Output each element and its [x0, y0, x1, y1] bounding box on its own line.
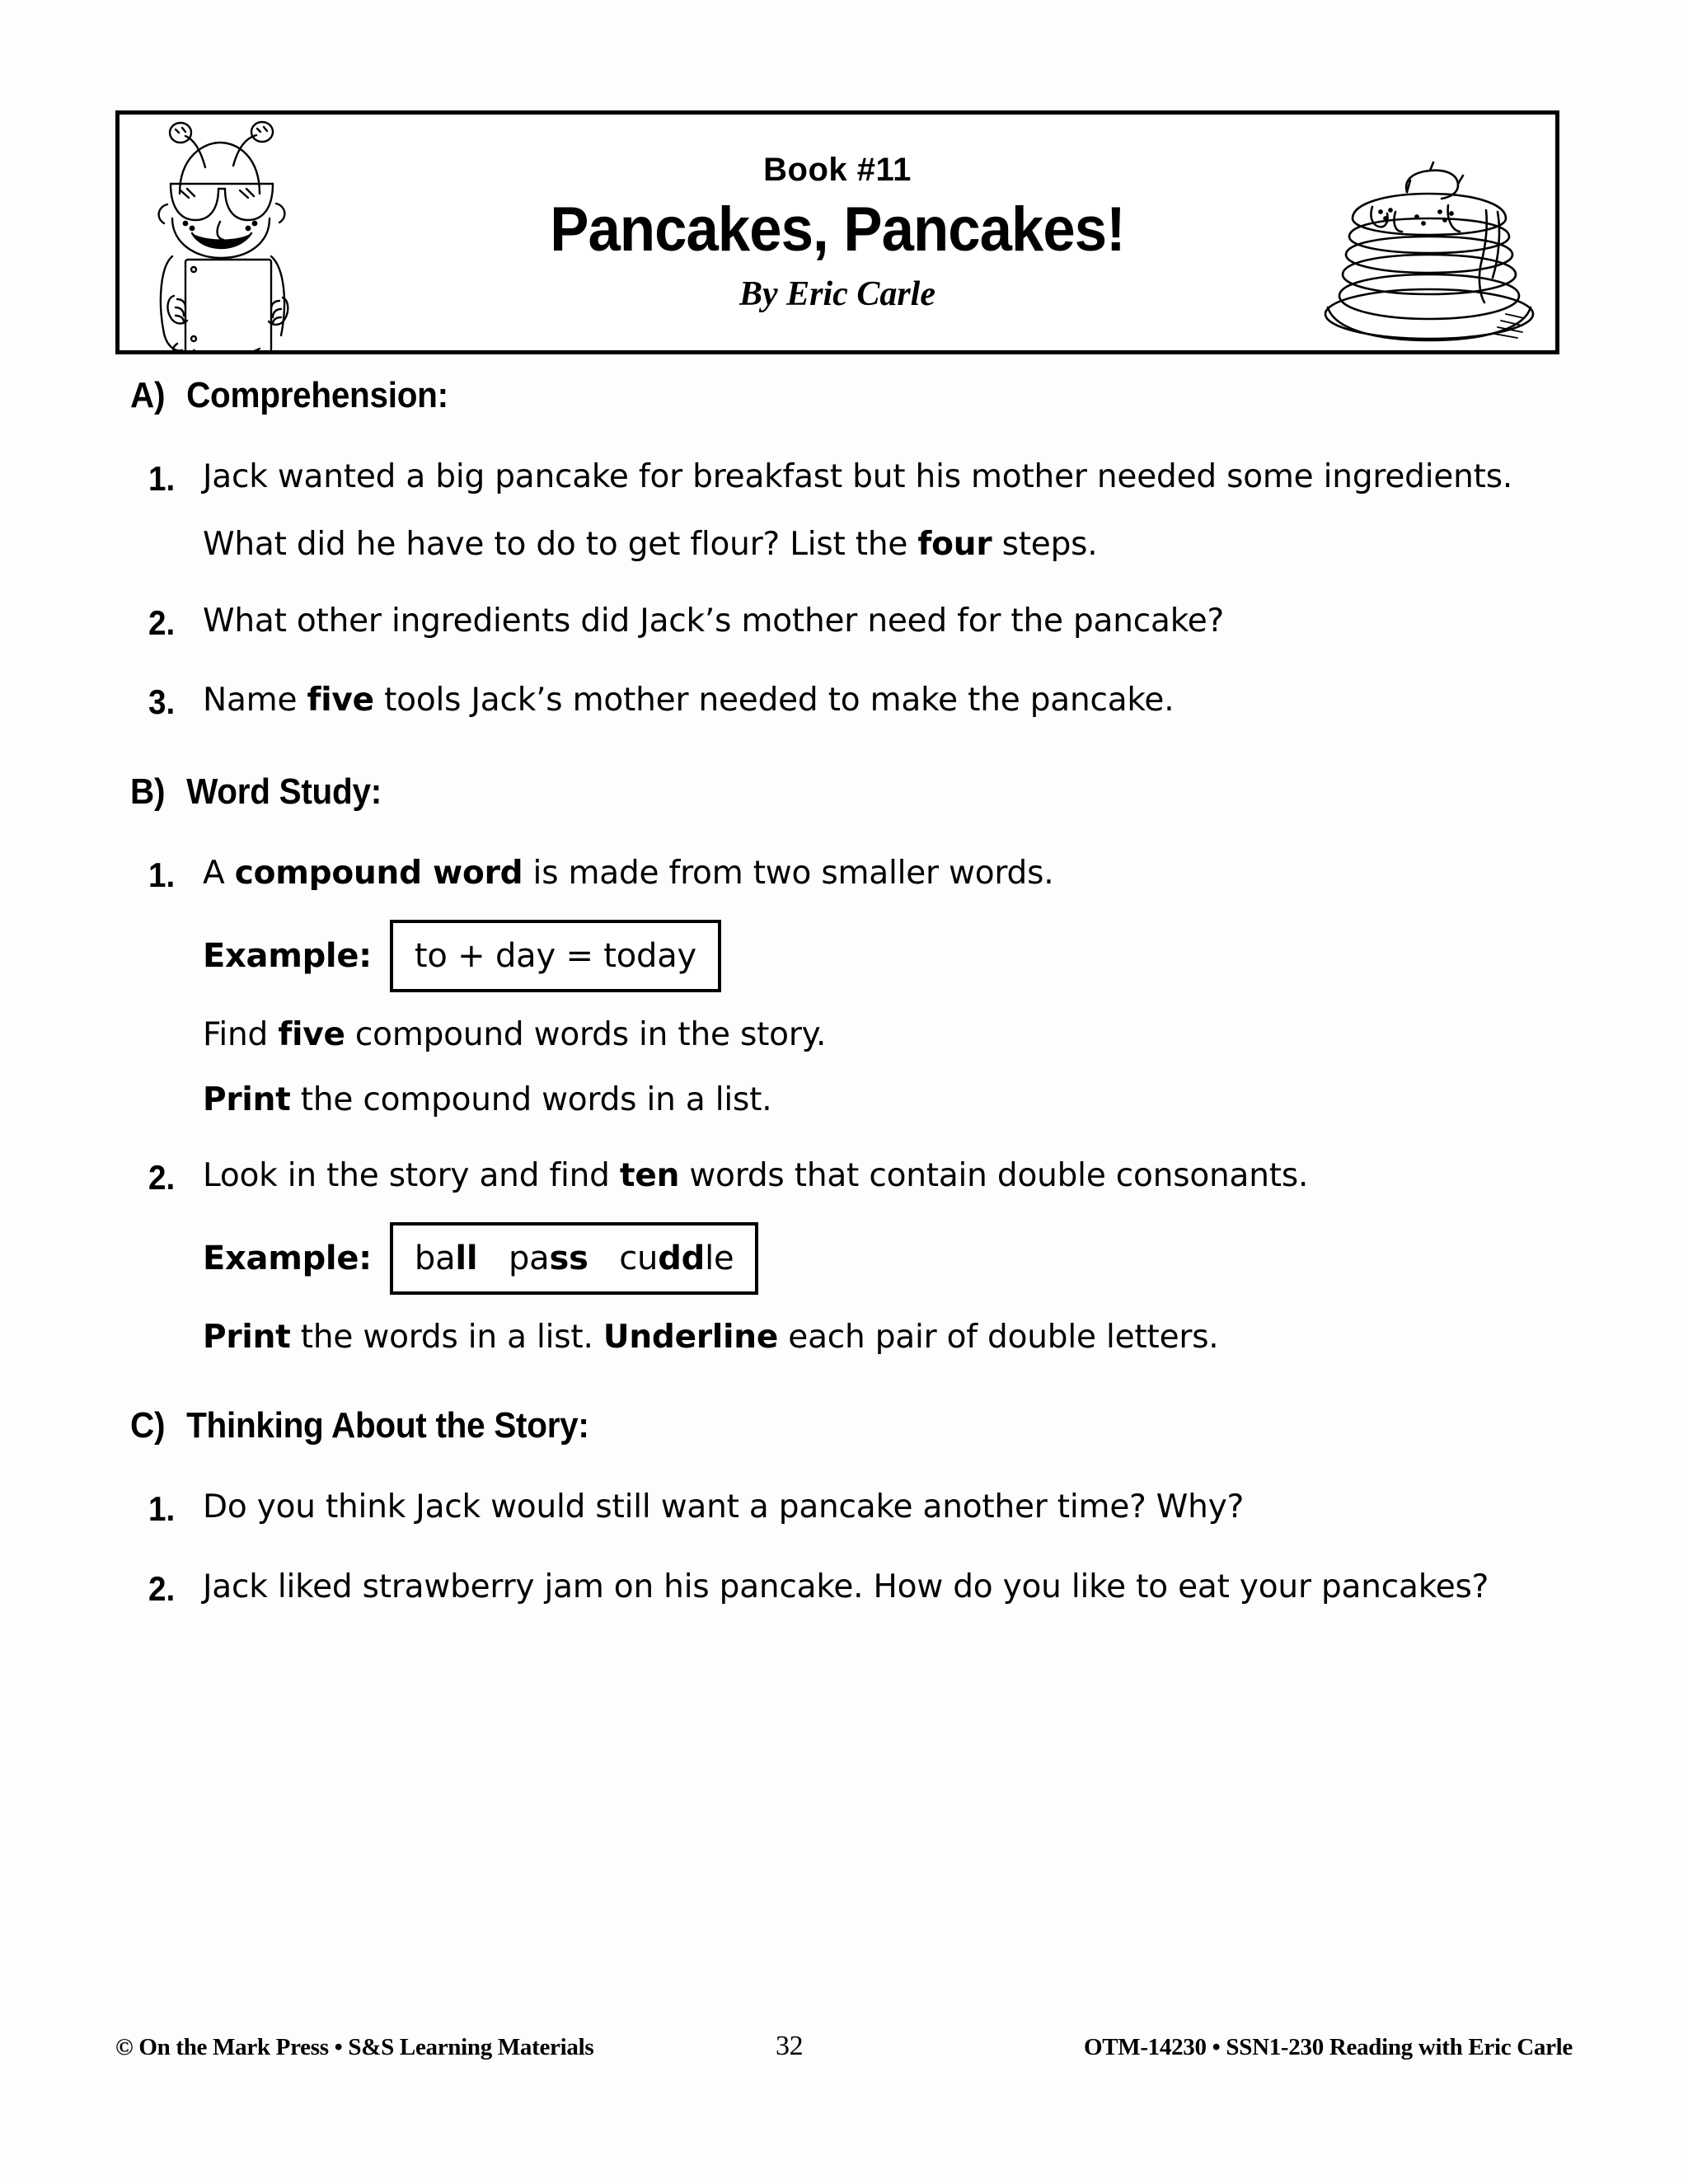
sub-text-mid: the words in a list. — [290, 1319, 603, 1357]
word-part: pa — [508, 1240, 550, 1278]
word-double-letters: dd — [658, 1240, 706, 1278]
question-b2 — [148, 1155, 1533, 1201]
word-double-letters: ss — [549, 1240, 588, 1278]
word-spacer — [477, 1240, 509, 1277]
worksheet-content — [0, 375, 1688, 1612]
example-label: Example: — [203, 937, 372, 976]
question-number: 2. — [148, 602, 176, 642]
q-text-after: is made from two smaller words. — [523, 855, 1054, 893]
instruction-find-compound — [203, 1014, 1538, 1057]
pancake-stack-icon — [1310, 133, 1549, 349]
section-heading-b — [130, 771, 1564, 813]
section-heading-a — [130, 375, 1564, 416]
question-a3 — [148, 679, 1533, 725]
q-text-before: A — [203, 855, 235, 893]
example-row-double-consonants — [203, 1222, 1688, 1295]
question-number: 2. — [148, 1568, 176, 1608]
word-double-letters: ll — [455, 1240, 478, 1278]
q-text-after: tools Jack’s mother needed to make the pancake. — [373, 681, 1175, 719]
example-word-1 — [415, 1240, 478, 1277]
question-number: 1. — [148, 459, 176, 498]
sub-text-bold: Print — [203, 1080, 291, 1118]
sub-text-after: steps. — [992, 526, 1098, 564]
example-label: Example: — [203, 1240, 372, 1278]
word-spacer — [588, 1240, 620, 1277]
sub-text-before: Find — [203, 1016, 279, 1054]
question-a1-sub — [203, 523, 1538, 566]
question-text: Jack wanted a big pancake for breakfast but his mother needed some ingredients. — [203, 458, 1513, 495]
section-heading-c — [130, 1405, 1564, 1446]
section-label-a: Comprehension: — [186, 375, 448, 415]
instruction-print-underline — [203, 1316, 1538, 1359]
question-b1 — [148, 852, 1533, 898]
page-number: 32 — [775, 2031, 804, 2061]
question-number: 2. — [148, 1157, 176, 1197]
sub-text-after: the compound words in a list. — [290, 1080, 772, 1118]
sub-text-before: What did he have to do to get flour? List the — [203, 526, 918, 564]
q-text-bold: compound word — [234, 855, 523, 893]
question-a1 — [148, 456, 1533, 502]
page-footer — [115, 2031, 1573, 2062]
question-text — [203, 679, 1533, 722]
question-c2 — [148, 1566, 1533, 1612]
question-text: What other ingredients did Jack’s mother need for the pancake? — [203, 602, 1225, 640]
word-part: le — [705, 1240, 734, 1278]
question-c1 — [148, 1486, 1533, 1532]
footer-product-code: OTM-14230 • SSN1-230 Reading with Eric Carle — [1083, 2034, 1573, 2060]
example-box-double-consonants — [390, 1222, 759, 1295]
example-row-compound — [203, 920, 1688, 992]
example-box-compound: to + day = today — [390, 920, 721, 992]
question-text: Do you think Jack would still want a pancake another time? Why? — [203, 1488, 1245, 1526]
footer-copyright: © On the Mark Press • S&S Learning Materials — [115, 2034, 594, 2060]
question-number: 3. — [148, 682, 176, 721]
sub-text-bold-print: Print — [203, 1319, 291, 1357]
q-text-after: words that contain double consonants. — [679, 1156, 1309, 1194]
section-label-c: Thinking About the Story: — [186, 1405, 589, 1446]
q-text-bold: ten — [619, 1156, 680, 1194]
question-number: 1. — [148, 855, 176, 895]
question-text — [203, 1155, 1533, 1197]
sub-text-bold: four — [917, 526, 992, 564]
sub-text-bold-underline: Underline — [603, 1319, 779, 1357]
q-text-before: Name — [203, 681, 307, 719]
example-word-3 — [619, 1240, 734, 1277]
word-part: cu — [619, 1240, 659, 1278]
question-number: 1. — [148, 1489, 176, 1529]
sub-text-after: each pair of double letters. — [778, 1319, 1219, 1357]
example-word-2 — [509, 1240, 588, 1277]
question-a2 — [148, 600, 1533, 646]
question-text: Jack liked strawberry jam on his pancake. How do you like to eat your pancakes? — [203, 1568, 1489, 1605]
book-number: Book #11 — [763, 151, 912, 188]
sub-text-after: compound words in the story. — [345, 1016, 827, 1054]
book-author: By Eric Carle — [739, 274, 935, 313]
instruction-print-compound — [203, 1079, 1538, 1122]
q-text-before: Look in the story and find — [203, 1156, 620, 1194]
q-text-bold: five — [307, 681, 374, 719]
question-text — [203, 852, 1533, 895]
title-header-box — [115, 110, 1559, 354]
section-letter-a: A) — [130, 375, 166, 415]
section-label-b: Word Study: — [186, 771, 382, 813]
sub-text-bold: five — [278, 1016, 345, 1054]
page-title: Pancakes, Pancakes! — [550, 194, 1125, 265]
section-letter-b: B) — [130, 771, 166, 813]
section-letter-c: C) — [130, 1405, 166, 1446]
word-part: ba — [414, 1240, 456, 1278]
